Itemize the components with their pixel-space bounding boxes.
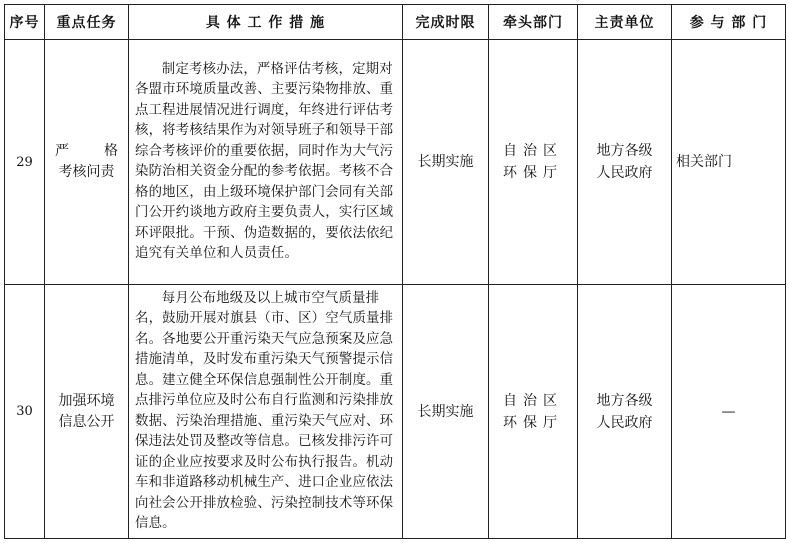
table-row	[5, 285, 786, 539]
participants-cell: —	[672, 285, 786, 539]
lead-dept-cell	[489, 40, 578, 285]
lead-line-1: 自治区	[503, 143, 563, 159]
main-unit-cell	[578, 285, 672, 539]
row-number: 29	[5, 40, 45, 285]
main-line-2: 人民政府	[596, 414, 653, 431]
task-cell	[45, 285, 129, 539]
task-line-1	[45, 141, 128, 162]
lead-line-2: 环保厅	[503, 414, 563, 431]
main-line-2: 人民政府	[596, 165, 653, 181]
deadline-cell: 长期实施	[403, 285, 489, 539]
header-deadline: 完成时限	[403, 5, 489, 40]
lead-dept-cell	[489, 285, 578, 539]
main-line-1: 地方各级	[596, 392, 653, 409]
header-measures: 具 体 工 作 措 施	[129, 5, 403, 40]
work-measures-table	[4, 4, 786, 539]
row-number: 30	[5, 285, 45, 539]
task-line-2: 信息公开	[58, 413, 115, 430]
main-unit-cell	[578, 40, 672, 285]
task-char-a: 严	[55, 143, 69, 159]
task-line-2: 考核问责	[58, 164, 115, 180]
task-line-1: 加强环境	[58, 392, 115, 409]
measures-cell: 每月公布地级及以上城市空气质量排名，鼓励开展对旗县（市、区）空气质量排名。各地要公开重污染天气应急预案及应急措施清单，及时发布重污染天气预警提示信息。建立健全环保信息强制性公开制度。重点排污单位应及时公布自行监测和污染排放数据、污染治理措施、重污染天气应对、环保违法处罚及整改等信息。已核发排污许可证的企业应按要求及时公布执行报告。机动车和非道路移动机械生产、进口企业应依法向社会公开排放检验、污染控制技术等环保信息。	[129, 285, 403, 539]
main-line-1: 地方各级	[596, 143, 653, 159]
task-char-b: 格	[104, 143, 118, 159]
lead-line-2: 环保厅	[503, 165, 563, 181]
task-cell	[45, 40, 129, 285]
measures-cell: 制定考核办法，严格评估考核，定期对各盟市环境质量改善、主要污染物排放、重点工程进展情况进行调度，年终进行评估考核，将考核结果作为对领导班子和领导干部综合考核评价的重要依据，同时作为大气污染防治相关资金分配的参考依据。考核不合格的地区，由上级环境保护部门会同有关部门公开约谈地方政府主要负责人，实行区域环评限批。干预、伪造数据的，要依法依纪追究有关单位和人员责任。	[129, 40, 403, 285]
header-participants: 参 与 部 门	[672, 5, 786, 40]
participants-cell: 相关部门	[672, 40, 786, 285]
header-lead-dept: 牵头部门	[489, 5, 578, 40]
header-task: 重点任务	[45, 5, 129, 40]
header-main-unit: 主责单位	[578, 5, 672, 40]
header-no: 序号	[5, 5, 45, 40]
deadline-cell: 长期实施	[403, 40, 489, 285]
table-row	[5, 40, 786, 285]
header-row	[5, 5, 786, 40]
lead-line-1: 自治区	[503, 392, 563, 409]
